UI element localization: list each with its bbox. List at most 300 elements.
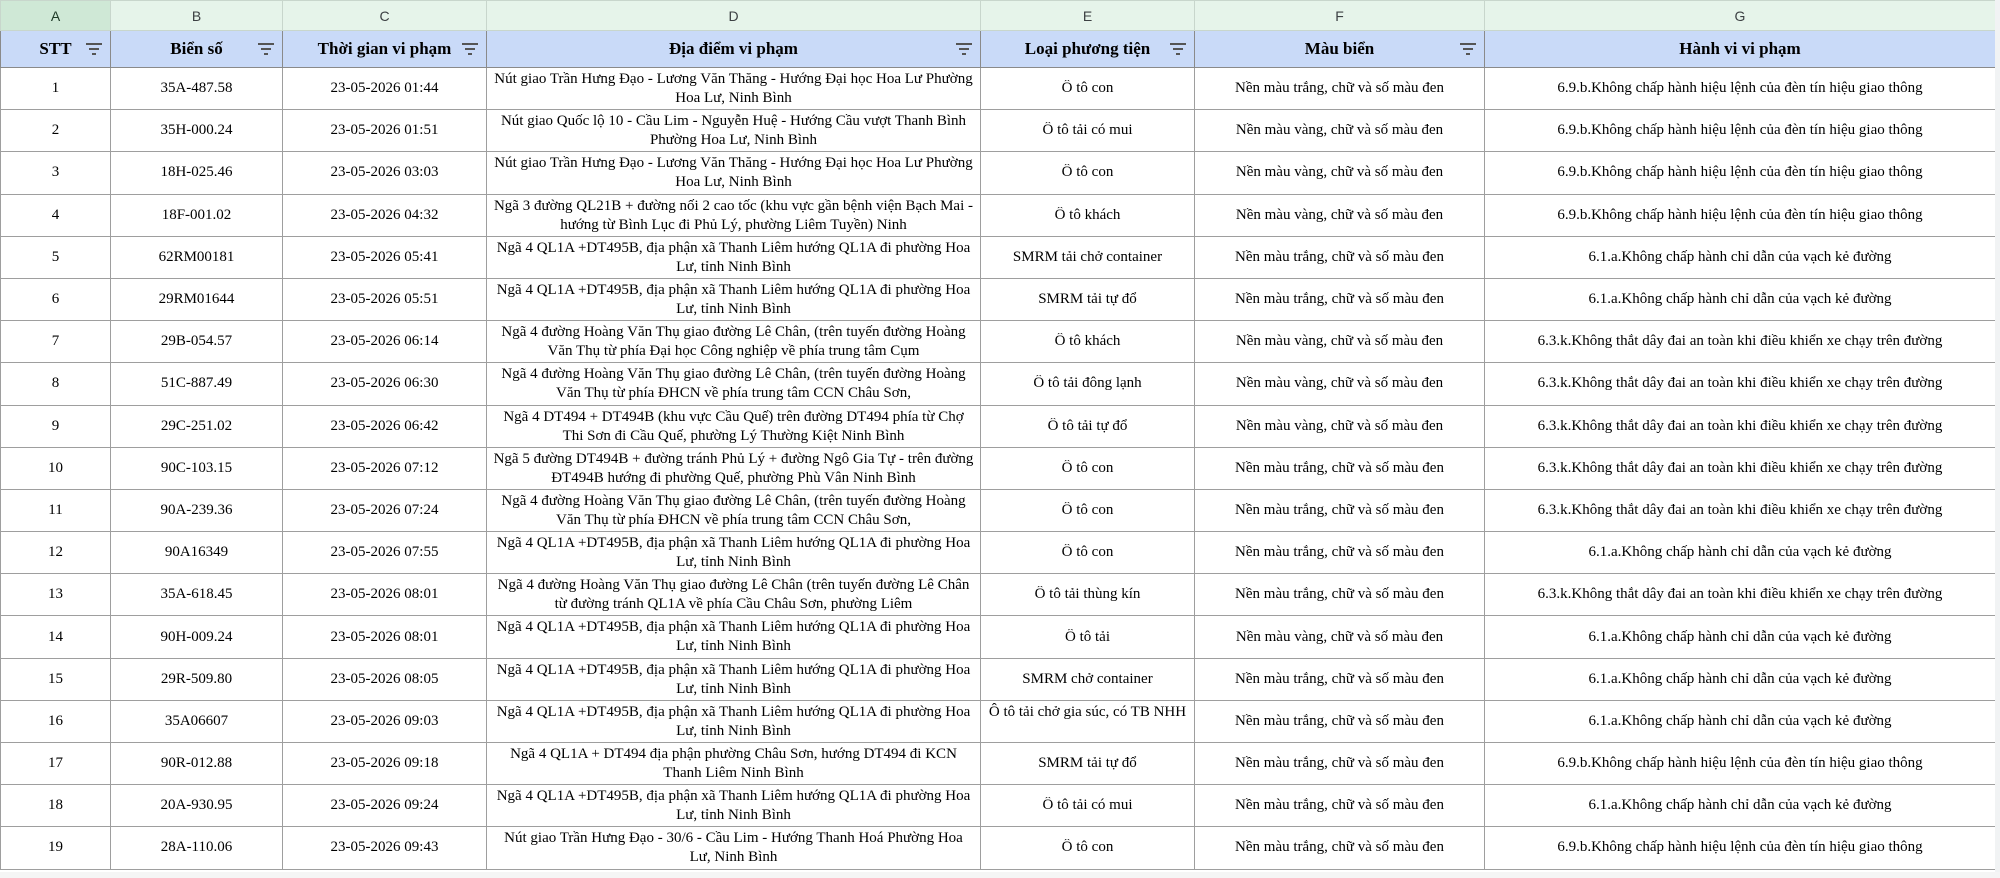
cell-thoi-gian-text: 23-05-2026 09:43 xyxy=(330,839,439,856)
cell-thoi-gian[interactable] xyxy=(283,447,487,489)
table-row xyxy=(1,363,1996,405)
cell-bien-so[interactable] xyxy=(111,574,283,616)
cell-loai-phuong-tien[interactable] xyxy=(981,489,1195,531)
cell-bien-so[interactable] xyxy=(111,447,283,489)
cell-dia-diem[interactable] xyxy=(487,532,981,574)
cell-thoi-gian-text: 23-05-2026 07:55 xyxy=(330,544,439,561)
cell-bien-so-text: 90R-012.88 xyxy=(160,755,233,772)
cell-hanh-vi-text: 6.1.a.Không chấp hành chỉ dẫn của vạch kẻ đường xyxy=(1588,670,1892,687)
cell-stt[interactable] xyxy=(1,700,111,742)
cell-loai-phuong-tien[interactable] xyxy=(981,700,1195,742)
cell-mau-bien[interactable] xyxy=(1195,152,1485,194)
cell-loai-phuong-tien[interactable] xyxy=(981,785,1195,827)
cell-bien-so[interactable] xyxy=(111,700,283,742)
cell-stt[interactable] xyxy=(1,152,111,194)
header-label: Màu biển xyxy=(1304,39,1375,58)
cell-thoi-gian[interactable] xyxy=(283,743,487,785)
cell-mau-bien[interactable] xyxy=(1195,785,1485,827)
cell-loai-phuong-tien[interactable] xyxy=(981,447,1195,489)
cell-bien-so[interactable] xyxy=(111,278,283,320)
cell-mau-bien-text: Nền màu trắng, chữ và số màu đen xyxy=(1235,459,1444,476)
cell-dia-diem-text: Ngã 4 QL1A +DT495B, địa phận xã Thanh Liêm hướng QL1A đi phường Hoa Lư, tỉnh Ninh Bình xyxy=(496,788,971,824)
cell-hanh-vi-text: 6.9.b.Không chấp hành hiệu lệnh của đèn tín hiệu giao thông xyxy=(1557,164,1923,181)
cell-mau-bien-text: Nền màu trắng, chữ và số màu đen xyxy=(1235,544,1444,561)
cell-stt[interactable] xyxy=(1,278,111,320)
cell-dia-diem[interactable] xyxy=(487,489,981,531)
cell-hanh-vi-text: 6.1.a.Không chấp hành chỉ dẫn của vạch kẻ đường xyxy=(1588,291,1892,308)
filter-icon[interactable] xyxy=(462,43,478,55)
table-row xyxy=(1,658,1996,700)
cell-dia-diem-text: Ngã 4 QL1A +DT495B, địa phận xã Thanh Liêm hướng QL1A đi phường Hoa Lư, tỉnh Ninh Bình xyxy=(496,281,971,317)
cell-mau-bien[interactable] xyxy=(1195,236,1485,278)
cell-dia-diem[interactable] xyxy=(487,236,981,278)
cell-hanh-vi[interactable] xyxy=(1485,236,1996,278)
cell-thoi-gian-text: 23-05-2026 03:03 xyxy=(330,164,439,181)
cell-loai-phuong-tien-text: Ô tô tải chở gia súc, có TB NHH xyxy=(988,703,1187,720)
cell-bien-so-text: 90A-239.36 xyxy=(160,501,233,518)
header-cell-dia-diem[interactable] xyxy=(487,31,981,68)
cell-thoi-gian-text: 23-05-2026 06:30 xyxy=(330,375,439,392)
cell-loai-phuong-tien-text: Ô tô con xyxy=(1061,80,1114,97)
header-cell-thoi-gian[interactable] xyxy=(283,31,487,68)
table-row xyxy=(1,616,1996,658)
cell-thoi-gian-text: 23-05-2026 07:24 xyxy=(330,501,439,518)
cell-mau-bien[interactable] xyxy=(1195,658,1485,700)
column-header-b[interactable]: B xyxy=(111,1,283,31)
cell-mau-bien-text: Nền màu trắng, chữ và số màu đen xyxy=(1235,755,1444,772)
cell-bien-so-text: 29R-509.80 xyxy=(160,670,233,687)
column-header-f[interactable]: F xyxy=(1195,1,1485,31)
cell-dia-diem-text: Nút giao Trần Hưng Đạo - Lương Văn Thăng - Hướng Đại học Hoa Lư Phường Hoa Lư, Ninh Bình xyxy=(494,71,973,106)
cell-dia-diem[interactable] xyxy=(487,447,981,489)
cell-bien-so-text: 35A-618.45 xyxy=(160,586,233,603)
cell-mau-bien-text: Nền màu trắng, chữ và số màu đen xyxy=(1235,80,1444,97)
cell-bien-so[interactable] xyxy=(111,532,283,574)
vertical-scrollbar[interactable] xyxy=(1995,0,2000,878)
cell-stt-text: 6 xyxy=(51,291,60,308)
cell-hanh-vi[interactable] xyxy=(1485,489,1996,531)
cell-mau-bien-text: Nền màu trắng, chữ và số màu đen xyxy=(1235,797,1444,814)
cell-loai-phuong-tien[interactable] xyxy=(981,743,1195,785)
cell-stt[interactable] xyxy=(1,827,111,869)
table-row xyxy=(1,278,1996,320)
column-header-g[interactable]: G xyxy=(1485,1,1996,31)
cell-dia-diem[interactable] xyxy=(487,68,981,110)
table-row xyxy=(1,68,1996,110)
cell-dia-diem[interactable] xyxy=(487,321,981,363)
cell-stt-text: 13 xyxy=(48,586,63,603)
cell-dia-diem-text: Ngã 3 đường QL21B + đường nối 2 cao tốc (khu vực gần bệnh viện Bạch Mai - hướng từ Bình Lục đi Phủ Lý, phường Liêm Tuyền) Ninh xyxy=(493,197,974,233)
cell-hanh-vi[interactable] xyxy=(1485,700,1996,742)
cell-mau-bien[interactable] xyxy=(1195,532,1485,574)
cell-hanh-vi[interactable] xyxy=(1485,194,1996,236)
cell-mau-bien[interactable] xyxy=(1195,363,1485,405)
cell-dia-diem[interactable] xyxy=(487,574,981,616)
cell-mau-bien[interactable] xyxy=(1195,489,1485,531)
cell-mau-bien[interactable] xyxy=(1195,405,1485,447)
cell-mau-bien-text: Nền màu vàng, chữ và số màu đen xyxy=(1235,375,1444,392)
cell-loai-phuong-tien-text: Ô tô khách xyxy=(1054,333,1121,350)
cell-dia-diem[interactable] xyxy=(487,743,981,785)
header-label: STT xyxy=(39,39,72,58)
cell-hanh-vi[interactable] xyxy=(1485,532,1996,574)
cell-stt-text: 8 xyxy=(51,375,60,392)
cell-loai-phuong-tien[interactable] xyxy=(981,363,1195,405)
cell-loai-phuong-tien-text: Ô tô tải đông lạnh xyxy=(1033,375,1142,392)
cell-bien-so[interactable] xyxy=(111,194,283,236)
cell-hanh-vi[interactable] xyxy=(1485,574,1996,616)
cell-stt[interactable] xyxy=(1,532,111,574)
cell-mau-bien-text: Nền màu trắng, chữ và số màu đen xyxy=(1235,586,1444,603)
cell-hanh-vi[interactable] xyxy=(1485,405,1996,447)
cell-bien-so[interactable] xyxy=(111,827,283,869)
cell-stt[interactable] xyxy=(1,658,111,700)
cell-bien-so[interactable] xyxy=(111,743,283,785)
cell-stt[interactable] xyxy=(1,616,111,658)
cell-dia-diem[interactable] xyxy=(487,658,981,700)
cell-hanh-vi-text: 6.3.k.Không thắt dây đai an toàn khi điều khiển xe chạy trên đường xyxy=(1537,501,1943,518)
cell-bien-so[interactable] xyxy=(111,489,283,531)
cell-stt[interactable] xyxy=(1,489,111,531)
cell-stt[interactable] xyxy=(1,68,111,110)
cell-mau-bien[interactable] xyxy=(1195,743,1485,785)
table-row xyxy=(1,574,1996,616)
cell-thoi-gian-text: 23-05-2026 06:42 xyxy=(330,417,439,434)
header-cell-bien-so[interactable] xyxy=(111,31,283,68)
cell-loai-phuong-tien-text: SMRM tải tự đổ xyxy=(1038,755,1137,772)
cell-bien-so-text: 35H-000.24 xyxy=(160,122,233,139)
cell-thoi-gian[interactable] xyxy=(283,278,487,320)
cell-dia-diem-text: Ngã 4 đường Hoàng Văn Thụ giao đường Lê Chân, (trên tuyến đường Hoàng Văn Thụ từ phía Đại học Công nghiệp về phía trung tâm Cụm xyxy=(501,324,966,360)
cell-loai-phuong-tien-text: Ô tô con xyxy=(1061,459,1114,476)
cell-bien-so[interactable] xyxy=(111,321,283,363)
column-header-d[interactable]: D xyxy=(487,1,981,31)
cell-bien-so-text: 18F-001.02 xyxy=(161,206,232,223)
cell-mau-bien[interactable] xyxy=(1195,447,1485,489)
cell-bien-so-text: 35A06607 xyxy=(164,712,229,729)
cell-stt[interactable] xyxy=(1,110,111,152)
cell-dia-diem[interactable] xyxy=(487,152,981,194)
cell-thoi-gian-text: 23-05-2026 05:51 xyxy=(330,291,439,308)
column-header-c[interactable]: C xyxy=(283,1,487,31)
cell-thoi-gian[interactable] xyxy=(283,785,487,827)
cell-thoi-gian-text: 23-05-2026 09:18 xyxy=(330,755,439,772)
cell-stt-text: 18 xyxy=(48,797,63,814)
table-row xyxy=(1,447,1996,489)
cell-loai-phuong-tien[interactable] xyxy=(981,110,1195,152)
cell-bien-so[interactable] xyxy=(111,110,283,152)
cell-stt-text: 14 xyxy=(48,628,63,645)
cell-mau-bien[interactable] xyxy=(1195,110,1485,152)
cell-hanh-vi-text: 6.9.b.Không chấp hành hiệu lệnh của đèn tín hiệu giao thông xyxy=(1557,839,1923,856)
cell-hanh-vi-text: 6.1.a.Không chấp hành chỉ dẫn của vạch kẻ đường xyxy=(1588,248,1892,265)
cell-hanh-vi-text: 6.1.a.Không chấp hành chỉ dẫn của vạch kẻ đường xyxy=(1588,628,1892,645)
cell-bien-so-text: 51C-887.49 xyxy=(160,375,233,392)
cell-bien-so-text: 29B-054.57 xyxy=(160,333,233,350)
header-cell-mau-bien[interactable] xyxy=(1195,31,1485,68)
filter-icon[interactable] xyxy=(1170,43,1186,55)
cell-mau-bien[interactable] xyxy=(1195,616,1485,658)
table-row xyxy=(1,743,1996,785)
cell-stt-text: 19 xyxy=(48,839,63,856)
horizontal-scrollbar[interactable] xyxy=(0,872,2000,878)
cell-mau-bien-text: Nền màu trắng, chữ và số màu đen xyxy=(1235,248,1444,265)
cell-hanh-vi-text: 6.1.a.Không chấp hành chỉ dẫn của vạch kẻ đường xyxy=(1588,712,1892,729)
cell-thoi-gian[interactable] xyxy=(283,110,487,152)
cell-stt[interactable] xyxy=(1,321,111,363)
cell-stt-text: 12 xyxy=(48,544,63,561)
cell-hanh-vi-text: 6.1.a.Không chấp hành chỉ dẫn của vạch kẻ đường xyxy=(1588,544,1892,561)
cell-mau-bien-text: Nền màu trắng, chữ và số màu đen xyxy=(1235,291,1444,308)
cell-loai-phuong-tien-text: SMRM chở container xyxy=(1022,670,1153,687)
cell-mau-bien-text: Nền màu trắng, chữ và số màu đen xyxy=(1235,712,1444,729)
cell-stt-text: 15 xyxy=(48,670,63,687)
cell-bien-so-text: 35A-487.58 xyxy=(160,80,233,97)
cell-hanh-vi[interactable] xyxy=(1485,658,1996,700)
cell-stt-text: 11 xyxy=(48,501,63,518)
filter-icon[interactable] xyxy=(1460,43,1476,55)
cell-bien-so[interactable] xyxy=(111,405,283,447)
cell-dia-diem-text: Nút giao Quốc lộ 10 - Cầu Lim - Nguyễn Huệ - Hướng Cầu vượt Thanh Bình Phường Hoa Lư, Ninh Bình xyxy=(500,113,967,149)
cell-dia-diem[interactable] xyxy=(487,827,981,869)
cell-mau-bien-text: Nền màu trắng, chữ và số màu đen xyxy=(1235,670,1444,687)
cell-loai-phuong-tien[interactable] xyxy=(981,278,1195,320)
cell-hanh-vi[interactable] xyxy=(1485,321,1996,363)
cell-dia-diem[interactable] xyxy=(487,616,981,658)
cell-stt[interactable] xyxy=(1,194,111,236)
table-row xyxy=(1,236,1996,278)
cell-mau-bien-text: Nền màu vàng, chữ và số màu đen xyxy=(1235,122,1444,139)
cell-loai-phuong-tien[interactable] xyxy=(981,405,1195,447)
header-label: Thời gian vi phạm xyxy=(317,39,452,58)
cell-bien-so-text: 62RM00181 xyxy=(158,248,235,265)
cell-hanh-vi[interactable] xyxy=(1485,743,1996,785)
cell-loai-phuong-tien-text: Ô tô tải có mui xyxy=(1042,797,1133,814)
cell-dia-diem-text: Ngã 4 QL1A + DT494 địa phận phường Châu Sơn, hướng DT494 đi KCN Thanh Liêm Ninh Bình xyxy=(510,746,957,781)
table-row xyxy=(1,321,1996,363)
cell-loai-phuong-tien[interactable] xyxy=(981,532,1195,574)
cell-loai-phuong-tien-text: Ô tô con xyxy=(1061,164,1114,181)
cell-loai-phuong-tien[interactable] xyxy=(981,194,1195,236)
cell-loai-phuong-tien-text: Ô tô con xyxy=(1061,544,1114,561)
cell-stt[interactable] xyxy=(1,405,111,447)
cell-dia-diem-text: Ngã 4 QL1A +DT495B, địa phận xã Thanh Liêm hướng QL1A đi phường Hoa Lư, tỉnh Ninh Bình xyxy=(496,239,971,275)
column-header-e[interactable]: E xyxy=(981,1,1195,31)
cell-hanh-vi-text: 6.3.k.Không thắt dây đai an toàn khi điều khiển xe chạy trên đường xyxy=(1537,417,1943,434)
cell-hanh-vi[interactable] xyxy=(1485,447,1996,489)
cell-bien-so-text: 90H-009.24 xyxy=(160,628,233,645)
cell-loai-phuong-tien[interactable] xyxy=(981,152,1195,194)
cell-dia-diem[interactable] xyxy=(487,785,981,827)
cell-stt[interactable] xyxy=(1,363,111,405)
cell-thoi-gian[interactable] xyxy=(283,194,487,236)
cell-hanh-vi-text: 6.3.k.Không thắt dây đai an toàn khi điều khiển xe chạy trên đường xyxy=(1537,333,1943,350)
cell-thoi-gian-text: 23-05-2026 08:01 xyxy=(330,628,439,645)
table-row xyxy=(1,827,1996,869)
cell-loai-phuong-tien[interactable] xyxy=(981,658,1195,700)
cell-mau-bien[interactable] xyxy=(1195,574,1485,616)
cell-bien-so[interactable] xyxy=(111,658,283,700)
cell-thoi-gian[interactable] xyxy=(283,616,487,658)
cell-hanh-vi[interactable] xyxy=(1485,785,1996,827)
cell-bien-so[interactable] xyxy=(111,152,283,194)
table-header-row xyxy=(1,31,1996,68)
cell-stt-text: 5 xyxy=(51,248,60,265)
cell-loai-phuong-tien-text: Ô tô con xyxy=(1061,839,1114,856)
cell-mau-bien-text: Nền màu vàng, chữ và số màu đen xyxy=(1235,164,1444,181)
cell-stt-text: 7 xyxy=(51,333,60,350)
cell-stt-text: 2 xyxy=(51,122,60,139)
cell-dia-diem-text: Ngã 4 DT494 + DT494B (khu vực Cầu Quế) trên đường DT494 phía từ Chợ Thi Sơn đi Cầu Quế, phường Lý Thường Kiệt Ninh Bình xyxy=(503,408,964,444)
cell-mau-bien-text: Nền màu trắng, chữ và số màu đen xyxy=(1235,839,1444,856)
cell-hanh-vi-text: 6.3.k.Không thắt dây đai an toàn khi điều khiển xe chạy trên đường xyxy=(1537,375,1943,392)
cell-hanh-vi[interactable] xyxy=(1485,827,1996,869)
cell-mau-bien-text: Nền màu trắng, chữ và số màu đen xyxy=(1235,501,1444,518)
cell-loai-phuong-tien-text: Ô tô con xyxy=(1061,501,1114,518)
cell-hanh-vi[interactable] xyxy=(1485,363,1996,405)
cell-bien-so-text: 18H-025.46 xyxy=(160,164,233,181)
cell-thoi-gian[interactable] xyxy=(283,405,487,447)
cell-stt[interactable] xyxy=(1,447,111,489)
cell-stt-text: 1 xyxy=(51,80,60,97)
cell-thoi-gian[interactable] xyxy=(283,321,487,363)
cell-mau-bien-text: Nền màu vàng, chữ và số màu đen xyxy=(1235,206,1444,223)
cell-loai-phuong-tien-text: Ô tô khách xyxy=(1054,206,1121,223)
cell-thoi-gian[interactable] xyxy=(283,658,487,700)
table-row xyxy=(1,785,1996,827)
cell-thoi-gian[interactable] xyxy=(283,152,487,194)
cell-thoi-gian[interactable] xyxy=(283,363,487,405)
cell-dia-diem-text: Ngã 4 đường Hoàng Văn Thụ giao đường Lê Chân, (trên tuyến đường Hoàng Văn Thụ từ phía ĐHCN về phía trung tâm CCN Châu Sơn, xyxy=(501,366,966,402)
cell-thoi-gian[interactable] xyxy=(283,700,487,742)
table-row xyxy=(1,152,1996,194)
cell-stt[interactable] xyxy=(1,574,111,616)
cell-loai-phuong-tien-text: Ô tô tải tự đổ xyxy=(1047,417,1128,434)
cell-dia-diem[interactable] xyxy=(487,278,981,320)
cell-dia-diem[interactable] xyxy=(487,194,981,236)
cell-dia-diem[interactable] xyxy=(487,363,981,405)
cell-dia-diem-text: Ngã 5 đường DT494B + đường tránh Phủ Lý + đường Ngô Gia Tự - trên đường ĐT494B hướng đi phường Quế, phường Phù Vân Ninh Bình xyxy=(493,450,974,486)
cell-thoi-gian[interactable] xyxy=(283,827,487,869)
cell-dia-diem-text: Ngã 4 đường Hoàng Văn Thụ giao đường Lê Chân, (trên tuyến đường Hoàng Văn Thụ từ phía ĐHCN về phía trung tâm CCN Châu Sơn, xyxy=(501,492,966,528)
cell-thoi-gian-text: 23-05-2026 08:01 xyxy=(330,586,439,603)
cell-hanh-vi-text: 6.3.k.Không thắt dây đai an toàn khi điều khiển xe chạy trên đường xyxy=(1537,586,1943,603)
filter-icon[interactable] xyxy=(258,43,274,55)
cell-bien-so[interactable] xyxy=(111,785,283,827)
header-cell-hanh-vi[interactable] xyxy=(1485,31,1996,68)
cell-stt-text: 10 xyxy=(48,459,63,476)
cell-thoi-gian-text: 23-05-2026 06:14 xyxy=(330,333,439,350)
cell-thoi-gian-text: 23-05-2026 04:32 xyxy=(330,206,439,223)
table-row xyxy=(1,532,1996,574)
cell-hanh-vi[interactable] xyxy=(1485,278,1996,320)
cell-loai-phuong-tien[interactable] xyxy=(981,574,1195,616)
header-label: Biển số xyxy=(170,39,223,58)
cell-hanh-vi-text: 6.3.k.Không thắt dây đai an toàn khi điều khiển xe chạy trên đường xyxy=(1537,459,1943,476)
cell-thoi-gian[interactable] xyxy=(283,489,487,531)
cell-thoi-gian[interactable] xyxy=(283,68,487,110)
cell-thoi-gian-text: 23-05-2026 05:41 xyxy=(330,248,439,265)
cell-hanh-vi[interactable] xyxy=(1485,152,1996,194)
cell-mau-bien[interactable] xyxy=(1195,278,1485,320)
cell-stt[interactable] xyxy=(1,236,111,278)
cell-stt-text: 16 xyxy=(48,712,63,729)
cell-dia-diem-text: Nút giao Trần Hưng Đạo - Lương Văn Thăng - Hướng Đại học Hoa Lư Phường Hoa Lư, Ninh Bình xyxy=(494,155,973,191)
cell-stt-text: 9 xyxy=(51,417,60,434)
cell-thoi-gian-text: 23-05-2026 01:51 xyxy=(330,122,439,139)
header-cell-stt[interactable] xyxy=(1,31,111,68)
cell-hanh-vi[interactable] xyxy=(1485,110,1996,152)
cell-hanh-vi[interactable] xyxy=(1485,616,1996,658)
cell-mau-bien[interactable] xyxy=(1195,827,1485,869)
column-header-a[interactable]: A xyxy=(1,1,111,31)
cell-bien-so[interactable] xyxy=(111,236,283,278)
cell-bien-so[interactable] xyxy=(111,68,283,110)
cell-dia-diem-text: Ngã 4 QL1A +DT495B, địa phận xã Thanh Liêm hướng QL1A đi phường Hoa Lư, tỉnh Ninh Bình xyxy=(496,661,971,697)
cell-loai-phuong-tien-text: Ô tô tải xyxy=(1065,628,1110,645)
cell-stt[interactable] xyxy=(1,743,111,785)
column-letter-row xyxy=(1,1,1996,31)
header-cell-loai-phuong-tien[interactable] xyxy=(981,31,1195,68)
filter-icon[interactable] xyxy=(956,43,972,55)
cell-stt[interactable] xyxy=(1,785,111,827)
table-row xyxy=(1,489,1996,531)
cell-loai-phuong-tien[interactable] xyxy=(981,827,1195,869)
cell-dia-diem-text: Ngã 4 QL1A +DT495B, địa phận xã Thanh Liêm hướng QL1A đi phường Hoa Lư, tỉnh Ninh Bình xyxy=(496,703,971,739)
cell-hanh-vi[interactable] xyxy=(1485,68,1996,110)
cell-hanh-vi-text: 6.9.b.Không chấp hành hiệu lệnh của đèn tín hiệu giao thông xyxy=(1557,755,1923,772)
cell-loai-phuong-tien-text: SMRM tải chở container xyxy=(1012,248,1163,265)
cell-thoi-gian-text: 23-05-2026 09:24 xyxy=(330,797,439,814)
cell-thoi-gian-text: 23-05-2026 08:05 xyxy=(330,670,439,687)
cell-loai-phuong-tien[interactable] xyxy=(981,236,1195,278)
cell-loai-phuong-tien[interactable] xyxy=(981,68,1195,110)
cell-mau-bien[interactable] xyxy=(1195,700,1485,742)
cell-bien-so-text: 29C-251.02 xyxy=(160,417,233,434)
cell-mau-bien[interactable] xyxy=(1195,321,1485,363)
cell-thoi-gian[interactable] xyxy=(283,532,487,574)
cell-bien-so[interactable] xyxy=(111,363,283,405)
cell-mau-bien[interactable] xyxy=(1195,68,1485,110)
cell-stt-text: 4 xyxy=(51,206,60,223)
cell-bien-so-text: 90C-103.15 xyxy=(160,459,233,476)
cell-dia-diem[interactable] xyxy=(487,405,981,447)
filter-icon[interactable] xyxy=(86,43,102,55)
cell-mau-bien-text: Nền màu vàng, chữ và số màu đen xyxy=(1235,333,1444,350)
cell-thoi-gian[interactable] xyxy=(283,236,487,278)
cell-loai-phuong-tien[interactable] xyxy=(981,321,1195,363)
cell-bien-so-text: 28A-110.06 xyxy=(160,839,233,856)
cell-thoi-gian-text: 23-05-2026 01:44 xyxy=(330,80,439,97)
cell-thoi-gian-text: 23-05-2026 09:03 xyxy=(330,712,439,729)
cell-dia-diem[interactable] xyxy=(487,700,981,742)
table-row xyxy=(1,110,1996,152)
table-row xyxy=(1,405,1996,447)
cell-loai-phuong-tien[interactable] xyxy=(981,616,1195,658)
cell-loai-phuong-tien-text: Ô tô tải có mui xyxy=(1042,122,1133,139)
cell-dia-diem[interactable] xyxy=(487,110,981,152)
cell-stt-text: 17 xyxy=(48,755,63,772)
header-label: Địa điểm vi phạm xyxy=(669,39,798,58)
cell-bien-so-text: 20A-930.95 xyxy=(160,797,233,814)
header-label: Loại phương tiện xyxy=(1024,39,1151,58)
cell-hanh-vi-text: 6.9.b.Không chấp hành hiệu lệnh của đèn tín hiệu giao thông xyxy=(1557,122,1923,139)
cell-dia-diem-text: Ngã 4 QL1A +DT495B, địa phận xã Thanh Liêm hướng QL1A đi phường Hoa Lư, tỉnh Ninh Bình xyxy=(496,535,971,571)
cell-hanh-vi-text: 6.9.b.Không chấp hành hiệu lệnh của đèn tín hiệu giao thông xyxy=(1557,206,1923,223)
cell-mau-bien[interactable] xyxy=(1195,194,1485,236)
cell-bien-so[interactable] xyxy=(111,616,283,658)
cell-thoi-gian[interactable] xyxy=(283,574,487,616)
